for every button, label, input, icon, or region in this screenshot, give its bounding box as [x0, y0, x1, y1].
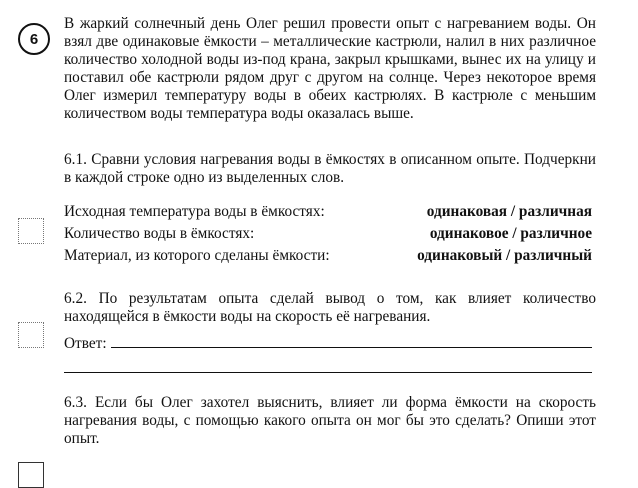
comparison-row [64, 203, 592, 223]
row-choice[interactable]: одинаковый / различный [417, 247, 592, 264]
score-box-6-3 [18, 462, 44, 488]
answer-label: Ответ: [64, 335, 107, 352]
comparison-row [64, 247, 592, 267]
answer-field[interactable] [64, 333, 592, 353]
question-6-2: 6.2. По результатам опыта сделай вывод о том, как влияет количество находящейся в ёмкости воды на скорость её нагревания. [64, 290, 596, 325]
score-box-6-2 [18, 322, 44, 348]
row-choice[interactable]: одинаковое / различное [429, 225, 592, 242]
row-label: Исходная температура воды в ёмкостях: [64, 203, 325, 220]
answer-continuation-line[interactable] [64, 372, 592, 373]
comparison-row [64, 225, 592, 245]
question-6-3: 6.3. Если бы Олег захотел выяснить, влияет ли форма ёмкости на скорость нагревания воды, с помощью какого опыта он мог бы это сделать? Опиши этот опыт. [64, 394, 596, 447]
question-6-1: 6.1. Сравни условия нагревания воды в ёмкостях в описанном опыте. Подчеркни в каждой строке одно из выделенных слов. [64, 151, 596, 186]
task-number: 6 [18, 23, 50, 55]
row-label: Материал, из которого сделаны ёмкости: [64, 247, 330, 264]
row-choice[interactable]: одинаковая / различная [426, 203, 592, 220]
score-box-6-1 [18, 218, 44, 244]
answer-underline[interactable] [111, 333, 592, 348]
row-label: Количество воды в ёмкостях: [64, 225, 255, 242]
task-intro: В жаркий солнечный день Олег решил провести опыт с нагреванием воды. Он взял две одинаковые ёмкости – металлические кастрюли, налил в них различное количество холодной воды из-под крана, закрыл крышками, вынес их на улицу и поставил обе кастрюли рядом друг с другом на солнце. Через некоторое время Олег измерил температуру воды в обеих кастрюлях. В кастрюле с меньшим количеством воды температура воды оказалась выше. [64, 15, 596, 122]
